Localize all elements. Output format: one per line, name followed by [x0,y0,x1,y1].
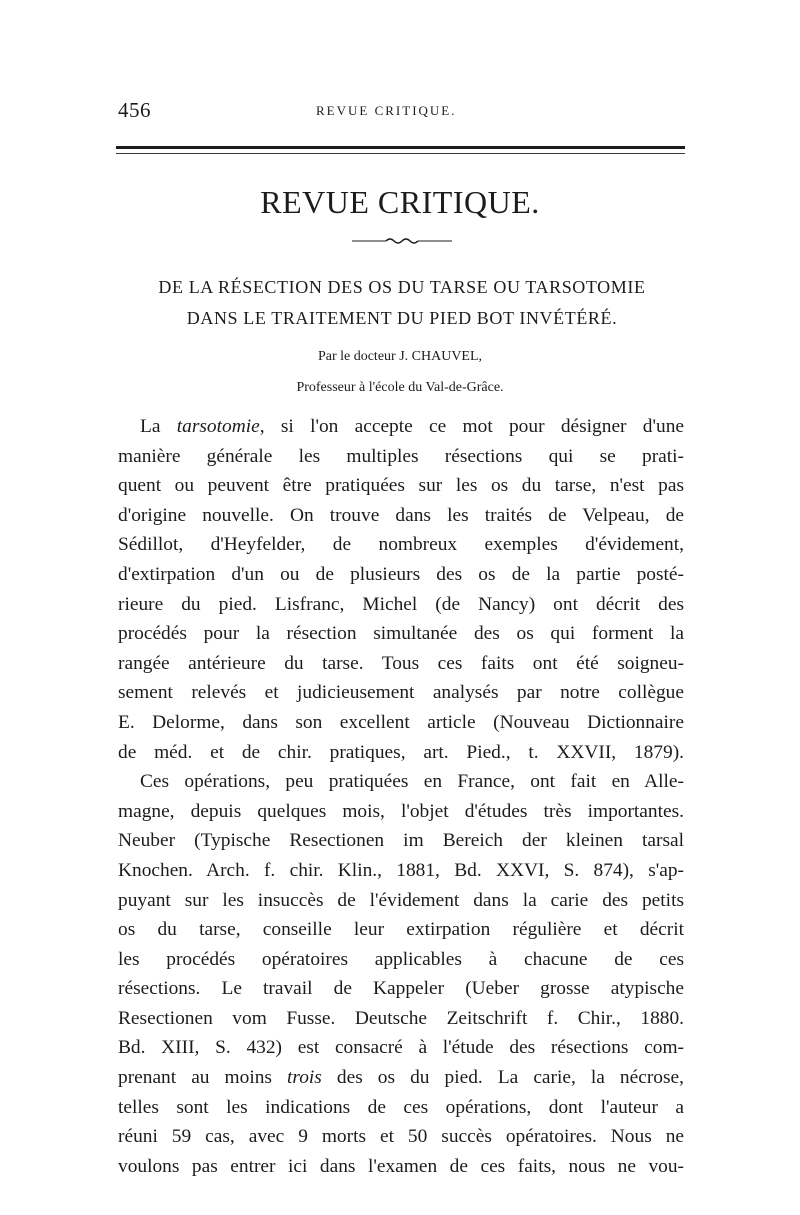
author-affiliation: Professeur à l'école du Val-de-Grâce. [296,380,504,395]
text-run: , si l'on accepte ce mot pour désigner d'une [259,416,684,437]
emphasis-term: trois [287,1067,322,1089]
article-title-line-2: DANS LE TRAITEMENT DU PIED BOT INVÉTÉRÉ. [186,308,618,328]
text-run: des os du pied. La carie, la nécrose, [321,1067,684,1089]
article-title-line-1: DE LA RÉSECTION DES OS DU TARSE OU TARSOTOMIE [158,277,646,297]
running-head [118,98,683,128]
text-line: rangée antérieure du tarse. Tous ces faits ont été soigneu- [118,652,684,674]
section-title: REVUE CRITIQUE. [260,184,540,220]
text-line: Knochen. Arch. f. chir. Klin., 1881, Bd. XXVI, S. 874), s'ap- [118,859,684,881]
text-line: quent ou peuvent être pratiquées sur les os du tarse, n'est pas [118,475,684,497]
author-byline: Par le docteur J. CHAUVEL, [317,349,483,364]
text-line: os du tarse, conseille leur extirpation régulière et décrit [118,919,684,941]
text-run: La [140,416,177,437]
paragraph-2 [118,767,684,1181]
text-line: manière générale les multiples résections qui se prati- [118,445,684,467]
text-line: Ces opérations, peu pratiquées en France, ont fait en Alle- [140,771,684,793]
article-title [112,272,692,334]
article-body [118,412,684,1181]
text-line: telles sont les indications de ces opérations, dont l'auteur a [118,1096,684,1118]
text-line: puyant sur les insuccès de l'évidement dans la carie des petits [118,889,684,911]
text-line: sement relevés et judicieusement analysés par notre collègue [118,682,684,704]
emphasis-term: tarsotomie [176,416,260,437]
text-line: E. Delorme, dans son excellent article (Nouveau Dictionnaire [118,711,684,733]
paragraph-1 [118,412,684,767]
author-block [0,341,800,403]
text-line: d'extirpation d'un ou de plusieurs des os de la partie posté- [118,563,684,585]
text-line: Resectionen vom Fusse. Deutsche Zeitschrift f. Chir., 1880. [118,1007,684,1029]
text-line: magne, depuis quelques mois, l'objet d'études très importantes. [118,800,684,822]
text-line: Neuber (Typische Resectionen im Bereich der kleinen tarsal [118,830,684,852]
text-line: réuni 59 cas, avec 9 morts et 50 succès opératoires. Nous ne [118,1126,684,1148]
text-line: les procédés opératoires applicables à chacune de ces [118,948,684,970]
header-rule-thin [116,153,685,154]
text-line [118,1063,684,1093]
text-line: de méd. et de chir. pratiques, art. Pied., t. XXVII, 1879). [118,741,684,763]
text-line: voulons pas entrer ici dans l'examen de ces faits, nous ne vou- [118,1155,684,1177]
text-line [118,412,684,442]
text-line: rieure du pied. Lisfranc, Michel (de Nancy) ont décrit des [118,593,684,615]
text-line: d'origine nouvelle. On trouve dans les traités de Velpeau, de [118,504,684,526]
text-line: Sédillot, d'Heyfelder, de nombreux exemples d'évidement, [118,534,684,556]
text-line: résections. Le travail de Kappeler (Ueber grosse atypische [118,978,684,1000]
text-line: Bd. XIII, S. 432) est consacré à l'étude des résections com- [118,1037,684,1059]
header-rule-thick [116,146,685,149]
text-run: prenant au moins [118,1067,288,1089]
page-number: 456 [118,98,151,122]
running-title: REVUE CRITIQUE. [316,103,457,118]
ornament-divider [352,236,452,246]
text-line: procédés pour la résection simultanée des os qui forment la [118,623,684,645]
